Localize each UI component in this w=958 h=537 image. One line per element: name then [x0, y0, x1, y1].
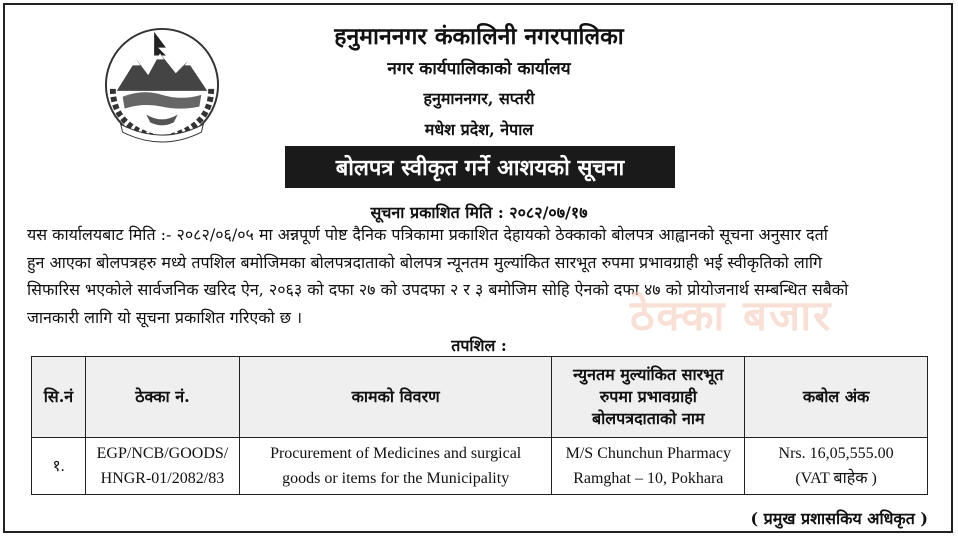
watermark: ठेक्का बजार [630, 291, 833, 340]
description-line: Procurement of Medicines and surgical [270, 445, 522, 462]
cell-amount [745, 438, 928, 495]
cell-contract-no [85, 438, 239, 495]
published-date: सूचना प्रकाशित मिति : २०८२/०७/१७ [370, 203, 588, 222]
col-header-contract-no: ठेक्का नं. [85, 357, 239, 438]
body-line: जानकारी लागि यो सूचना प्रकाशित गरिएको छ । [27, 307, 303, 327]
notice-title: बोलपत्र स्वीकृत गर्ने आशयको सूचना [285, 146, 675, 188]
body-line: यस कार्यालयबाट मिति :- २०८२/०६/०५ मा अन्नपूर्ण पोष्ट दैनिक पत्रिकामा प्रकाशित देहायको ठेक्काको बोलपत्र आह्वानको सूचना अनुसार दर्ता [27, 225, 828, 244]
amount-line: (VAT बाहेक ) [795, 470, 877, 487]
table-header-row [32, 357, 928, 438]
office-name: नगर कार्यपालिकाको कार्यालय [387, 59, 571, 79]
contract-no-line: EGP/NCB/GOODS/ [96, 445, 229, 462]
municipality-name: हनुमाननगर कंकालिनी नगरपालिका [334, 23, 624, 50]
col-header-description: कामको विवरण [239, 357, 552, 438]
province-country: मधेश प्रदेश, नेपाल [424, 120, 534, 139]
body-line: हुन आएका बोलपत्रहरु मध्ये तपशिल बमोजिमका बोलपत्रदाताको बोलपत्र न्यूनतम मुल्यांकित सारभूत रुपमा प्रभावग्राही भई स्वीकृतिको लागि [27, 252, 823, 272]
cell-sn: १. [32, 438, 86, 495]
col-header-sn: सि.नं [32, 357, 86, 438]
cell-bidder [552, 438, 745, 495]
award-table [31, 356, 928, 495]
col-header-bidder: न्युनतम मुल्यांकित सारभूत रुपमा प्रभावग्राही बोलपत्रदाताको नाम [552, 357, 745, 438]
bidder-line: M/S Chunchun Pharmacy [565, 445, 731, 462]
contract-no-line: HNGR-01/2082/83 [100, 470, 225, 487]
body-line: सिफारिस भएकोले सार्वजनिक खरिद ऐन, २०६३ को दफा २७ को उपदफा २ र ३ बमोजिम सोहि ऐनको दफा ४७ को प्रोयोजनार्थ सम्बन्धित सबैको [27, 280, 849, 299]
bidder-line: Ramghat – 10, Pokhara [573, 470, 724, 487]
description-line: goods or items for the Municipality [282, 470, 510, 487]
signatory: ( प्रमुख प्रशासकिय अधिकृत ) [750, 509, 928, 528]
cell-description [239, 438, 552, 495]
table-row [32, 438, 928, 495]
col-header-amount: कबोल अंक [745, 357, 928, 438]
details-label: तपशिल : [451, 336, 507, 355]
office-location: हनुमाननगर, सप्तरी [423, 89, 535, 108]
amount-line: Nrs. 16,05,555.00 [778, 445, 894, 462]
